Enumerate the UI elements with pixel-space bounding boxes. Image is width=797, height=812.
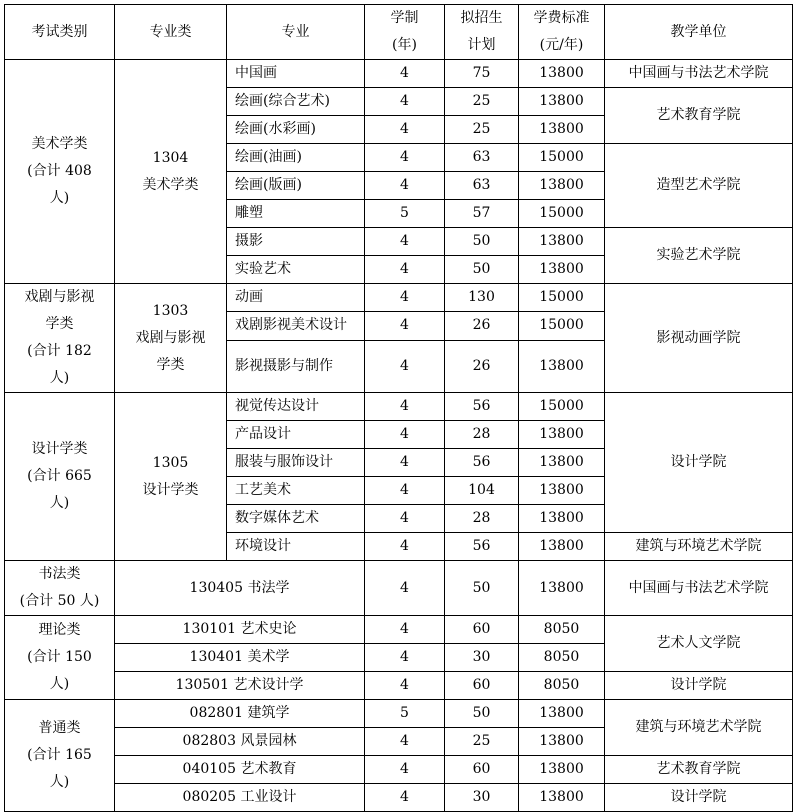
plan-cell: 63 (445, 144, 519, 172)
header-major: 专业 (227, 5, 365, 60)
table-row (5, 672, 793, 700)
table-row (5, 561, 793, 616)
exam-category-line: 设计学类 (31, 441, 88, 457)
exam-category-cell (5, 616, 115, 700)
duration-cell: 4 (365, 784, 445, 812)
plan-cell: 60 (445, 616, 519, 644)
exam-category-line: (合计 50 人) (19, 593, 100, 609)
duration-cell: 4 (365, 312, 445, 340)
duration-cell: 4 (365, 449, 445, 477)
major-cell: 130101 艺术史论 (115, 616, 365, 644)
exam-category-line: (合计 150 (27, 649, 92, 665)
exam-category-line: 人) (49, 774, 70, 790)
school-cell: 实验艺术学院 (605, 228, 793, 284)
exam-category-line: 书法类 (38, 566, 81, 582)
school-cell: 设计学院 (605, 784, 793, 812)
plan-cell: 104 (445, 477, 519, 505)
plan-cell: 50 (445, 256, 519, 284)
fee-cell: 13800 (519, 60, 605, 88)
plan-cell: 25 (445, 116, 519, 144)
school-cell: 造型艺术学院 (605, 144, 793, 228)
fee-cell: 8050 (519, 672, 605, 700)
plan-cell: 75 (445, 60, 519, 88)
fee-cell: 15000 (519, 312, 605, 340)
plan-cell: 26 (445, 312, 519, 340)
major-cell: 视觉传达设计 (227, 393, 365, 421)
plan-cell: 26 (445, 340, 519, 393)
duration-cell: 4 (365, 505, 445, 533)
admission-plan-table (4, 4, 793, 812)
plan-cell: 28 (445, 421, 519, 449)
plan-cell: 56 (445, 533, 519, 561)
header-plan-line2: 计划 (467, 37, 496, 53)
exam-category-line: 学类 (45, 316, 74, 332)
header-fee (519, 5, 605, 60)
major-class-line: 1303 (152, 302, 189, 319)
school-cell: 影视动画学院 (605, 284, 793, 393)
major-cell: 工艺美术 (227, 477, 365, 505)
school-cell: 艺术教育学院 (605, 88, 793, 144)
exam-category-line: 理论类 (38, 622, 81, 638)
duration-cell: 4 (365, 60, 445, 88)
school-cell: 中国画与书法艺术学院 (605, 561, 793, 616)
exam-category-line: 人) (49, 190, 70, 206)
major-cell: 环境设计 (227, 533, 365, 561)
exam-category-line: 人) (49, 676, 70, 692)
fee-cell: 13800 (519, 561, 605, 616)
major-class-cell (115, 284, 227, 393)
fee-cell: 13800 (519, 505, 605, 533)
header-exam-category: 考试类别 (5, 5, 115, 60)
header-fee-line2: (元/年) (539, 37, 584, 53)
major-class-line: 学类 (156, 356, 185, 373)
duration-cell: 4 (365, 756, 445, 784)
plan-cell: 130 (445, 284, 519, 312)
header-plan-line1: 拟招生 (460, 10, 503, 26)
fee-cell: 13800 (519, 172, 605, 200)
major-class-line: 设计学类 (142, 481, 199, 498)
plan-cell: 56 (445, 449, 519, 477)
header-fee-line1: 学费标准 (533, 10, 590, 26)
school-cell: 设计学院 (605, 672, 793, 700)
major-cell: 中国画 (227, 60, 365, 88)
duration-cell: 4 (365, 728, 445, 756)
plan-cell: 60 (445, 756, 519, 784)
major-cell: 动画 (227, 284, 365, 312)
fee-cell: 13800 (519, 256, 605, 284)
duration-cell: 4 (365, 561, 445, 616)
header-row (5, 5, 793, 60)
duration-cell: 5 (365, 200, 445, 228)
plan-cell: 28 (445, 505, 519, 533)
duration-cell: 4 (365, 256, 445, 284)
major-cell: 130401 美术学 (115, 644, 365, 672)
plan-cell: 50 (445, 561, 519, 616)
major-cell: 影视摄影与制作 (227, 340, 365, 393)
major-cell: 130501 艺术设计学 (115, 672, 365, 700)
major-cell: 实验艺术 (227, 256, 365, 284)
duration-cell: 4 (365, 116, 445, 144)
duration-cell: 4 (365, 393, 445, 421)
exam-category-line: (合计 165 (27, 747, 92, 763)
fee-cell: 13800 (519, 756, 605, 784)
major-cell: 绘画(油画) (227, 144, 365, 172)
fee-cell: 13800 (519, 533, 605, 561)
exam-category-line: 人) (49, 370, 70, 386)
fee-cell: 13800 (519, 421, 605, 449)
major-cell: 080205 工业设计 (115, 784, 365, 812)
header-duration-line1: 学制 (390, 10, 419, 26)
plan-cell: 25 (445, 88, 519, 116)
table-row (5, 284, 793, 312)
exam-category-cell (5, 700, 115, 812)
fee-cell: 13800 (519, 228, 605, 256)
header-school: 教学单位 (605, 5, 793, 60)
major-cell: 数字媒体艺术 (227, 505, 365, 533)
major-cell: 082803 风景园林 (115, 728, 365, 756)
exam-category-line: 人) (49, 495, 70, 511)
duration-cell: 4 (365, 284, 445, 312)
duration-cell: 4 (365, 228, 445, 256)
major-cell: 绘画(水彩画) (227, 116, 365, 144)
major-cell: 雕塑 (227, 200, 365, 228)
table-row (5, 60, 793, 88)
fee-cell: 13800 (519, 477, 605, 505)
exam-category-cell (5, 561, 115, 616)
fee-cell: 15000 (519, 284, 605, 312)
major-cell: 服装与服饰设计 (227, 449, 365, 477)
plan-cell: 30 (445, 784, 519, 812)
fee-cell: 13800 (519, 116, 605, 144)
duration-cell: 4 (365, 644, 445, 672)
fee-cell: 13800 (519, 88, 605, 116)
plan-cell: 50 (445, 700, 519, 728)
major-cell: 082801 建筑学 (115, 700, 365, 728)
duration-cell: 4 (365, 616, 445, 644)
school-cell: 艺术教育学院 (605, 756, 793, 784)
duration-cell: 4 (365, 533, 445, 561)
exam-category-cell (5, 60, 115, 284)
plan-cell: 30 (445, 644, 519, 672)
major-class-line: 1305 (152, 454, 189, 471)
fee-cell: 8050 (519, 644, 605, 672)
fee-cell: 15000 (519, 393, 605, 421)
plan-cell: 60 (445, 672, 519, 700)
major-class-cell (115, 393, 227, 561)
header-duration-line2: (年) (392, 37, 417, 53)
exam-category-line: (合计 408 (27, 163, 92, 179)
table-row (5, 393, 793, 421)
table-row (5, 784, 793, 812)
major-cell: 040105 艺术教育 (115, 756, 365, 784)
fee-cell: 15000 (519, 144, 605, 172)
duration-cell: 4 (365, 340, 445, 393)
plan-cell: 25 (445, 728, 519, 756)
fee-cell: 13800 (519, 449, 605, 477)
major-class-line: 美术学类 (142, 176, 199, 193)
table-row (5, 700, 793, 728)
header-duration (365, 5, 445, 60)
duration-cell: 5 (365, 700, 445, 728)
major-cell: 戏剧影视美术设计 (227, 312, 365, 340)
plan-cell: 50 (445, 228, 519, 256)
exam-category-line: 美术学类 (31, 136, 88, 152)
fee-cell: 15000 (519, 200, 605, 228)
exam-category-cell (5, 284, 115, 393)
exam-category-line: 戏剧与影视 (24, 289, 95, 305)
major-class-cell (115, 60, 227, 284)
plan-cell: 56 (445, 393, 519, 421)
duration-cell: 4 (365, 672, 445, 700)
major-class-line: 1304 (152, 149, 189, 166)
exam-category-line: (合计 665 (27, 468, 92, 484)
school-cell: 建筑与环境艺术学院 (605, 533, 793, 561)
duration-cell: 4 (365, 144, 445, 172)
major-cell: 产品设计 (227, 421, 365, 449)
fee-cell: 13800 (519, 784, 605, 812)
fee-cell: 13800 (519, 728, 605, 756)
duration-cell: 4 (365, 88, 445, 116)
fee-cell: 13800 (519, 340, 605, 393)
school-cell: 艺术人文学院 (605, 616, 793, 672)
major-cell: 摄影 (227, 228, 365, 256)
header-major-class: 专业类 (115, 5, 227, 60)
major-cell: 绘画(综合艺术) (227, 88, 365, 116)
fee-cell: 8050 (519, 616, 605, 644)
plan-cell: 63 (445, 172, 519, 200)
header-plan (445, 5, 519, 60)
fee-cell: 13800 (519, 700, 605, 728)
duration-cell: 4 (365, 477, 445, 505)
major-cell: 绘画(版画) (227, 172, 365, 200)
table-row (5, 616, 793, 644)
duration-cell: 4 (365, 172, 445, 200)
school-cell: 建筑与环境艺术学院 (605, 700, 793, 756)
school-cell: 中国画与书法艺术学院 (605, 60, 793, 88)
exam-category-line: (合计 182 (27, 343, 92, 359)
duration-cell: 4 (365, 421, 445, 449)
exam-category-line: 普通类 (38, 720, 81, 736)
exam-category-cell (5, 393, 115, 561)
school-cell: 设计学院 (605, 393, 793, 533)
major-class-line: 戏剧与影视 (135, 329, 206, 346)
plan-cell: 57 (445, 200, 519, 228)
table-row (5, 756, 793, 784)
major-cell: 130405 书法学 (115, 561, 365, 616)
